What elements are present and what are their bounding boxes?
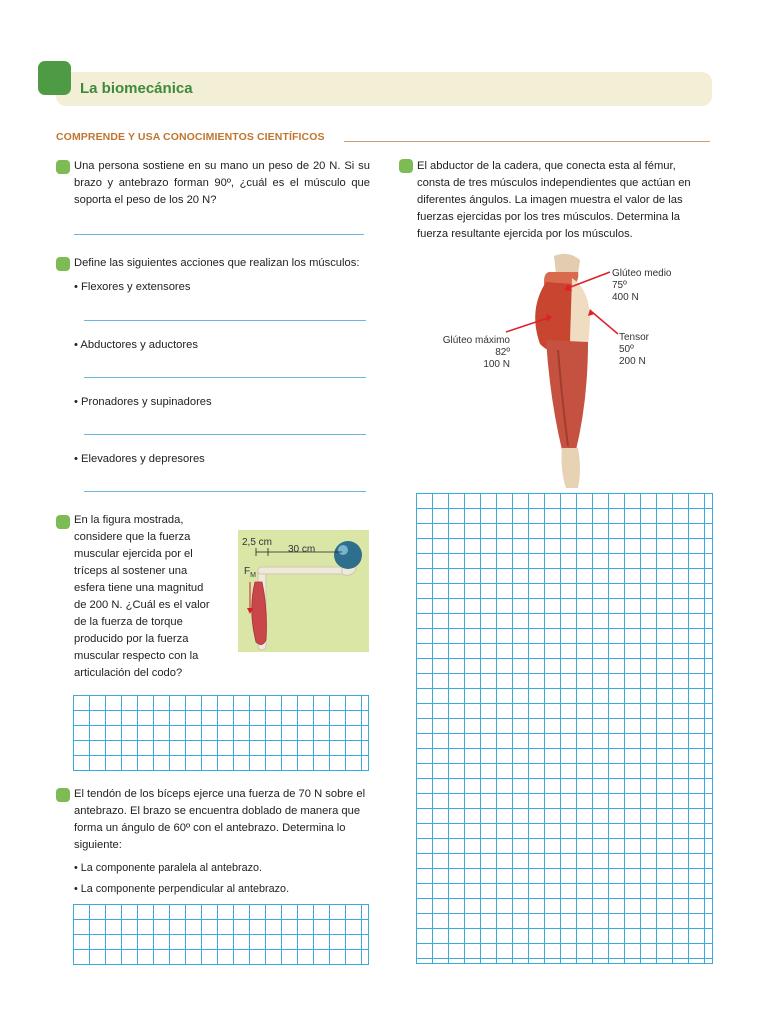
distance-2-5cm-label: 2,5 cm <box>242 537 273 548</box>
q2-item-elevadores: • Elevadores y depresores <box>74 453 205 465</box>
section-heading: COMPRENDE Y USA CONOCIMIENTOS CIENTÍFICOS <box>56 131 325 143</box>
tensor-angle: 50º <box>619 344 634 355</box>
gluteo-maximo-label <box>440 335 510 371</box>
q4-item-paralela: • La componente paralela al antebrazo. <box>74 862 263 874</box>
answer-grid-q5[interactable] <box>416 493 713 964</box>
q3-line: tríceps al sostener una <box>74 565 188 577</box>
q3-line: producido por la fuerza <box>74 633 189 645</box>
distance-30cm-label: 30 cm <box>288 544 316 555</box>
section-rule <box>344 141 710 142</box>
gluteo-maximo-angle: 82º <box>495 347 510 358</box>
tensor-name: Tensor <box>619 332 650 343</box>
force-label <box>244 566 256 582</box>
force-symbol: F <box>244 566 251 577</box>
q3-line: En la figura mostrada, <box>74 514 184 526</box>
q3-line: de 200 N. ¿Cuál es el valor <box>74 599 210 611</box>
question-1-text: Una persona sostiene en su mano un peso de 20 N. Si su brazo y antebrazo forman 90º, ¿cuál es el músculo que soporta el peso de los 20 N? <box>74 160 370 206</box>
q2-item-flexores: • Flexores y extensores <box>74 281 191 293</box>
answer-grid-q4[interactable] <box>73 904 369 965</box>
question-bullet-2 <box>56 257 70 271</box>
gluteo-medio-angle: 75º <box>612 280 627 291</box>
answer-line-q2-2[interactable] <box>84 377 366 378</box>
q2-item-abductores: • Abductores y aductores <box>74 339 198 351</box>
q3-line: articulación del codo? <box>74 667 183 679</box>
q2-item-pronadores: • Pronadores y supinadores <box>74 396 212 408</box>
gluteo-medio-label <box>612 268 671 304</box>
title-tab-marker <box>38 61 71 95</box>
page-title: La biomecánica <box>80 80 193 97</box>
question-bullet-1 <box>56 160 70 174</box>
q4-item-perpendicular: • La componente perpendicular al antebrazo. <box>74 883 290 895</box>
q3-line: de la fuerza de torque <box>74 616 183 628</box>
answer-line-q2-3[interactable] <box>84 434 366 435</box>
gluteo-medio-force: 400 N <box>612 292 639 303</box>
q3-line: esfera tiene una magnitud <box>74 582 204 594</box>
question-bullet-4 <box>56 788 70 802</box>
tensor-force: 200 N <box>619 356 646 367</box>
q3-line: muscular ejercida por el <box>74 548 193 560</box>
q3-line: muscular respecto con la <box>74 650 199 662</box>
question-5-text: El abductor de la cadera, que conecta esta al fémur, consta de tres músculos independientes que actúan en diferentes ángulos. La imagen muestra el valor de las fuerzas ejercidas por los tres músculos. Determina la fuerza resultante ejercida por los músculos. <box>417 160 691 240</box>
question-2-text: Define las siguientes acciones que realizan los músculos: <box>74 257 360 269</box>
answer-line-q1[interactable] <box>74 234 364 235</box>
answer-line-q2-1[interactable] <box>84 320 366 321</box>
triceps-figure <box>238 530 369 652</box>
question-bullet-5 <box>399 159 413 173</box>
question-bullet-3 <box>56 515 70 529</box>
force-subscript: M <box>250 572 256 579</box>
gluteo-maximo-name: Glúteo máximo <box>442 335 510 346</box>
question-3-text <box>74 512 242 682</box>
answer-grid-q3[interactable] <box>73 695 369 771</box>
answer-line-q2-4[interactable] <box>84 491 366 492</box>
q3-line: considere que la fuerza <box>74 531 191 543</box>
gluteo-maximo-force: 100 N <box>483 359 510 370</box>
tensor-label <box>619 332 649 368</box>
gluteo-medio-name: Glúteo medio <box>612 268 672 279</box>
question-4-text: El tendón de los bíceps ejerce una fuerza de 70 N sobre el antebrazo. El brazo se encuentra doblado de manera que forma un ángulo de 60º con el antebrazo. Determina lo siguiente: <box>74 788 366 851</box>
